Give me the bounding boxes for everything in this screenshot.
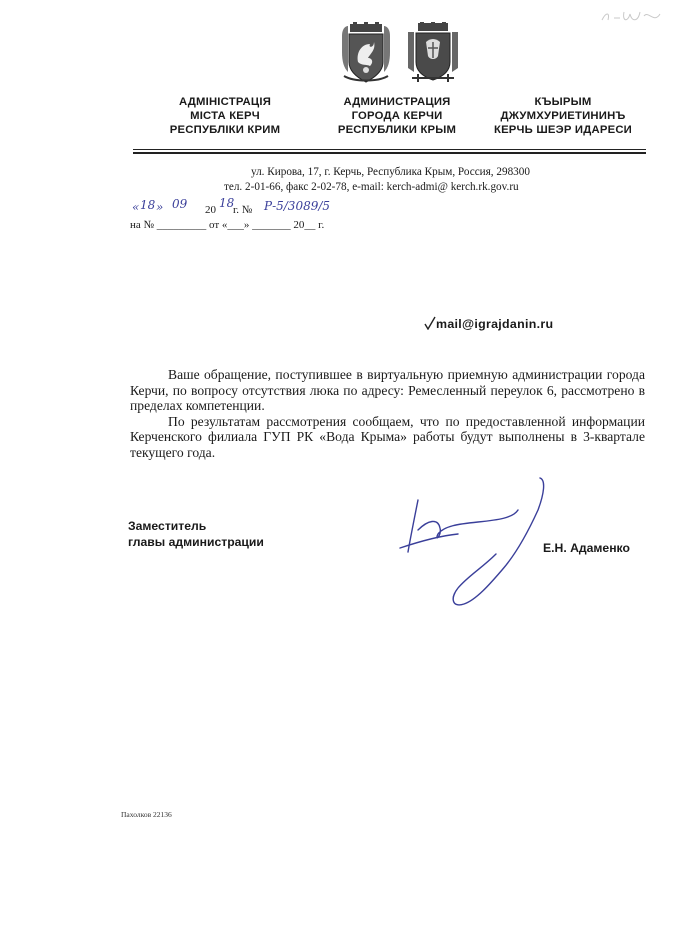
reg-year-prefix: 20 (205, 204, 216, 216)
reg-year-suffix: г. № (233, 204, 253, 216)
reg-number: Р-5/3089/5 (264, 199, 331, 213)
header-crimean-tatar-line1: КЪЫРЫМ (534, 96, 592, 108)
handwritten-signature (378, 470, 558, 610)
header-ukrainian-line3: РЕСПУБЛІКИ КРИМ (169, 124, 281, 136)
reg-year: 18 (219, 196, 235, 210)
letter-body (130, 367, 645, 460)
header-russian-line3: РЕСПУБЛИКИ КРЫМ (337, 124, 457, 136)
registration-number-line (130, 196, 370, 218)
crimea-coat-of-arms-icon (340, 22, 392, 84)
signatory-name: Е.Н. Адаменко (543, 541, 630, 555)
header-divider-thick (133, 152, 646, 154)
body-paragraph-1: Ваше обращение, поступившее в виртуальную приемную администрации города Керчи, по вопросу отсутствия люка по адресу: Ремесленный переулок 6, рассмотрено в пределах компетенции. (130, 367, 645, 413)
reply-reference-line: на № _________ от «___» _______ 20__ г. (130, 219, 325, 231)
header-crimean-tatar (488, 95, 638, 137)
handwritten-corner-mark (598, 6, 664, 28)
executor-note: Пахолков 22136 (121, 810, 172, 819)
body-paragraph-2: По результатам рассмотрения сообщаем, что по предоставленной информации Керченского филиала ГУП РК «Вода Крыма» работы будут выполнены в 3-квартале текущего года. (130, 413, 645, 460)
registration-block (130, 196, 370, 232)
contact-block (224, 165, 604, 195)
header-crimean-tatar-line2: ДЖУМХУРИЕТИНИНЪ (500, 110, 626, 122)
header-russian-line1: АДМИНИСТРАЦИЯ (343, 96, 451, 108)
reg-month: 09 (172, 197, 188, 211)
header-ukrainian-line1: АДМІНІСТРАЦІЯ (178, 96, 272, 108)
reg-day: 18 (140, 198, 156, 212)
signatory-title-line2: главы администрации (128, 535, 264, 549)
reg-day-open: « (132, 200, 140, 214)
header-russian (323, 95, 471, 137)
recipient-email-text: mail@igrajdanin.ru (436, 317, 554, 331)
kerch-coat-of-arms-icon (404, 22, 462, 84)
signatory-title-line1: Заместитель (128, 519, 207, 533)
phones-line: тел. 2-01-66, факс 2-02-78, e-mail: kerch-admi@ kerch.rk.gov.ru (224, 181, 519, 193)
checkmark-icon (424, 316, 436, 330)
header-crimean-tatar-line3: КЕРЧЬ ШЕЭР ИДАРЕСИ (493, 124, 633, 136)
reg-day-close: » (156, 200, 164, 214)
header-ukrainian-line2: МІСТА КЕРЧ (190, 110, 260, 122)
address-line: ул. Кирова, 17, г. Керчь, Республика Крым, Россия, 298300 (251, 166, 530, 178)
header-divider-thin (133, 149, 646, 150)
signatory-title (128, 518, 264, 550)
header-ukrainian (155, 95, 295, 137)
recipient-email (424, 316, 553, 331)
header-russian-line2: ГОРОДА КЕРЧИ (351, 110, 443, 122)
